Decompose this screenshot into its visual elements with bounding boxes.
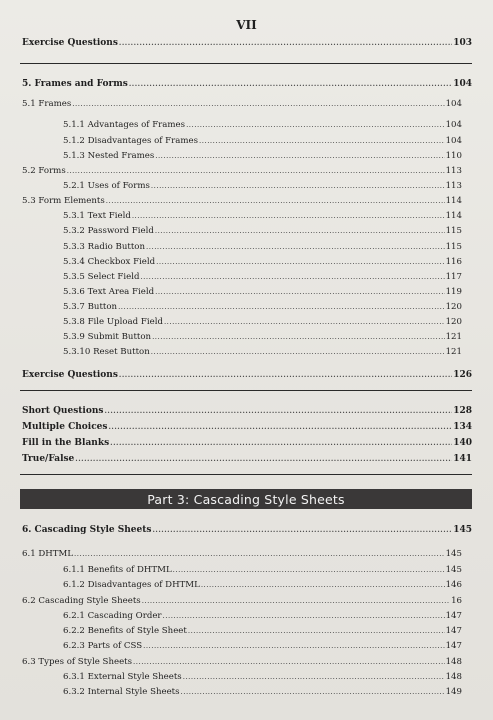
toc-entry-title: 5.3.6 Text Area Field: [63, 287, 155, 297]
toc-entry: [63, 626, 462, 640]
dot-leader: [119, 38, 452, 47]
toc-entry: [63, 641, 462, 655]
dot-leader: [151, 182, 445, 190]
toc-entry-title: Short Questions: [22, 406, 104, 416]
toc-entry: [22, 549, 462, 563]
toc-entry-title: 5.3.10 Reset Button: [63, 347, 150, 357]
toc-entry-title: 5.3.3 Radio Button: [63, 242, 146, 252]
toc-entry: [63, 332, 462, 346]
toc-entry-page: 148: [445, 657, 462, 667]
toc-entry-page: 113: [445, 181, 462, 191]
toc-entry: [63, 272, 462, 286]
dot-leader: [108, 422, 452, 431]
toc-entry-page: 116: [445, 257, 462, 267]
toc-entry-title: 6. Cascading Style Sheets: [22, 525, 152, 535]
dot-leader: [129, 79, 452, 88]
toc-entry-page: 147: [445, 641, 462, 651]
toc-entry-page: 104: [445, 99, 462, 109]
dot-leader: [104, 406, 452, 415]
toc-entry-page: 145: [445, 549, 462, 559]
dot-leader: [181, 688, 445, 696]
dot-leader: [163, 612, 445, 620]
toc-entry: [63, 287, 462, 301]
toc-entry-page: 128: [453, 406, 472, 416]
toc-entry: [22, 657, 462, 671]
toc-entry-title: 5.3.1 Text Field: [63, 211, 131, 221]
toc-entry: [22, 406, 472, 420]
toc-entry: [63, 181, 462, 195]
toc-entry-page: 16: [451, 596, 462, 606]
toc-entry-title: 5. Frames and Forms: [22, 79, 128, 89]
dot-leader: [110, 438, 452, 447]
toc-entry-title: 5.3.7 Button: [63, 302, 118, 312]
toc-entry-title: 6.2.3 Parts of CSS: [63, 641, 143, 651]
toc-entry-title: 6.1.2 Disadvantages of DHTML: [63, 580, 200, 590]
dot-leader: [152, 333, 445, 341]
toc-entry-title: 6.2.2 Benefits of Style Sheet: [63, 626, 187, 636]
toc-entry-page: 113: [445, 166, 462, 176]
toc-entry: [63, 242, 462, 256]
toc-entry: [63, 226, 462, 240]
toc-entry-title: 5.3.4 Checkbox Field: [63, 257, 156, 267]
toc-entry: [63, 347, 462, 361]
toc-entry-title: Multiple Choices: [22, 422, 108, 432]
toc-entry-title: 5.1.3 Nested Frames: [63, 151, 155, 161]
dot-leader: [151, 348, 445, 356]
toc-entry: [63, 565, 462, 579]
dot-leader: [67, 167, 445, 175]
dot-leader: [201, 581, 445, 589]
divider: [20, 63, 472, 64]
toc-entry-title: True/False: [22, 454, 75, 464]
toc-entry-title: 6.3.2 Internal Style Sheets: [63, 687, 180, 697]
toc-entry: [22, 454, 472, 468]
toc-entry: [22, 422, 472, 436]
dot-leader: [75, 454, 452, 463]
toc-entry-page: 104: [445, 120, 462, 130]
dot-leader: [173, 566, 445, 574]
toc-entry-page: 141: [453, 454, 472, 464]
toc-entry: [22, 99, 462, 113]
toc-entry-title: 5.3.5 Select Field: [63, 272, 140, 282]
toc-entry: [63, 257, 462, 271]
toc-entry: [22, 525, 472, 539]
toc-entry-page: 119: [445, 287, 462, 297]
toc-entry-title: 5.1 Frames: [22, 99, 72, 109]
dot-leader: [72, 100, 444, 108]
toc-entry-page: 126: [453, 370, 472, 380]
dot-leader: [188, 627, 445, 635]
toc-entry-title: Fill in the Blanks: [22, 438, 110, 448]
toc-entry-page: 120: [445, 317, 462, 327]
dot-leader: [142, 597, 450, 605]
toc-entry: [63, 120, 462, 134]
toc-entry-page: 115: [445, 226, 462, 236]
toc-entry: [22, 196, 462, 210]
toc-entry-title: 5.1.2 Disadvantages of Frames: [63, 136, 199, 146]
toc-entry-page: 147: [445, 611, 462, 621]
toc-entry-title: 5.2 Forms: [22, 166, 66, 176]
toc-entry: [63, 687, 462, 701]
dot-leader: [118, 303, 445, 311]
dot-leader: [199, 137, 445, 145]
dot-leader: [133, 658, 445, 666]
toc-entry: [63, 302, 462, 316]
toc-entry-title: 5.2.1 Uses of Forms: [63, 181, 150, 191]
toc-entry: [22, 79, 472, 93]
toc-entry: [63, 211, 462, 225]
toc-entry-page: 121: [445, 332, 462, 342]
toc-entry-title: 6.1.1 Benefits of DHTML: [63, 565, 172, 575]
toc-entry: [22, 596, 462, 610]
toc-entry: [22, 438, 472, 452]
toc-entry-page: 104: [453, 79, 472, 89]
toc-entry-page: 134: [453, 422, 472, 432]
dot-leader: [164, 318, 445, 326]
toc-entry-page: 110: [445, 151, 462, 161]
dot-leader: [143, 642, 444, 650]
dot-leader: [74, 550, 445, 558]
toc-entry-title: 5.3.8 File Upload Field: [63, 317, 163, 327]
dot-leader: [155, 152, 444, 160]
dot-leader: [155, 227, 445, 235]
dot-leader: [106, 197, 445, 205]
toc-entry: [63, 136, 462, 150]
toc-entry-page: 114: [445, 211, 462, 221]
toc-entry-page: 140: [453, 438, 472, 448]
dot-leader: [146, 243, 445, 251]
toc-entry-title: 6.1 DHTML: [22, 549, 74, 559]
toc-entry-title: Exercise Questions: [22, 370, 118, 380]
toc-entry-page: 147: [445, 626, 462, 636]
toc-entry-page: 145: [445, 565, 462, 575]
toc-entry: [63, 580, 462, 594]
dot-leader: [119, 370, 452, 379]
toc-entry-title: 6.2 Cascading Style Sheets: [22, 596, 141, 606]
part-banner: Part 3: Cascading Style Sheets: [20, 489, 472, 509]
toc-entry-page: 148: [445, 672, 462, 682]
toc-entry-title: 5.3.2 Password Field: [63, 226, 154, 236]
divider: [20, 474, 472, 475]
toc-entry: [63, 151, 462, 165]
toc-entry-title: 5.3.9 Submit Button: [63, 332, 152, 342]
toc-entry-page: 104: [445, 136, 462, 146]
toc-entry-page: 114: [445, 196, 462, 206]
divider: [20, 390, 472, 391]
toc-entry-title: 5.1.1 Advantages of Frames: [63, 120, 186, 130]
dot-leader: [155, 288, 445, 296]
toc-entry: [63, 611, 462, 625]
toc-entry: [22, 166, 462, 180]
dot-leader: [132, 212, 445, 220]
dot-leader: [156, 258, 444, 266]
toc-entry-page: 146: [445, 580, 462, 590]
dot-leader: [186, 121, 445, 129]
toc-entry: [22, 38, 472, 52]
toc-entry: [22, 370, 472, 384]
toc-entry-title: 6.2.1 Cascading Order: [63, 611, 162, 621]
dot-leader: [183, 673, 445, 681]
toc-entry: [63, 672, 462, 686]
toc-entry-page: 103: [453, 38, 472, 48]
dot-leader: [152, 525, 452, 534]
toc-entry-page: 121: [445, 347, 462, 357]
toc-entry-page: 149: [445, 687, 462, 697]
page-number: VII: [236, 18, 257, 32]
toc-entry-page: 145: [453, 525, 472, 535]
dot-leader: [140, 273, 444, 281]
toc-entry-page: 120: [445, 302, 462, 312]
toc-entry-title: 6.3 Types of Style Sheets: [22, 657, 133, 667]
toc-entry-page: 115: [445, 242, 462, 252]
toc-entry-title: Exercise Questions: [22, 38, 118, 48]
toc-entry: [63, 317, 462, 331]
toc-entry-title: 6.3.1 External Style Sheets: [63, 672, 182, 682]
toc-entry-title: 5.3 Form Elements: [22, 196, 105, 206]
toc-entry-page: 117: [445, 272, 462, 282]
